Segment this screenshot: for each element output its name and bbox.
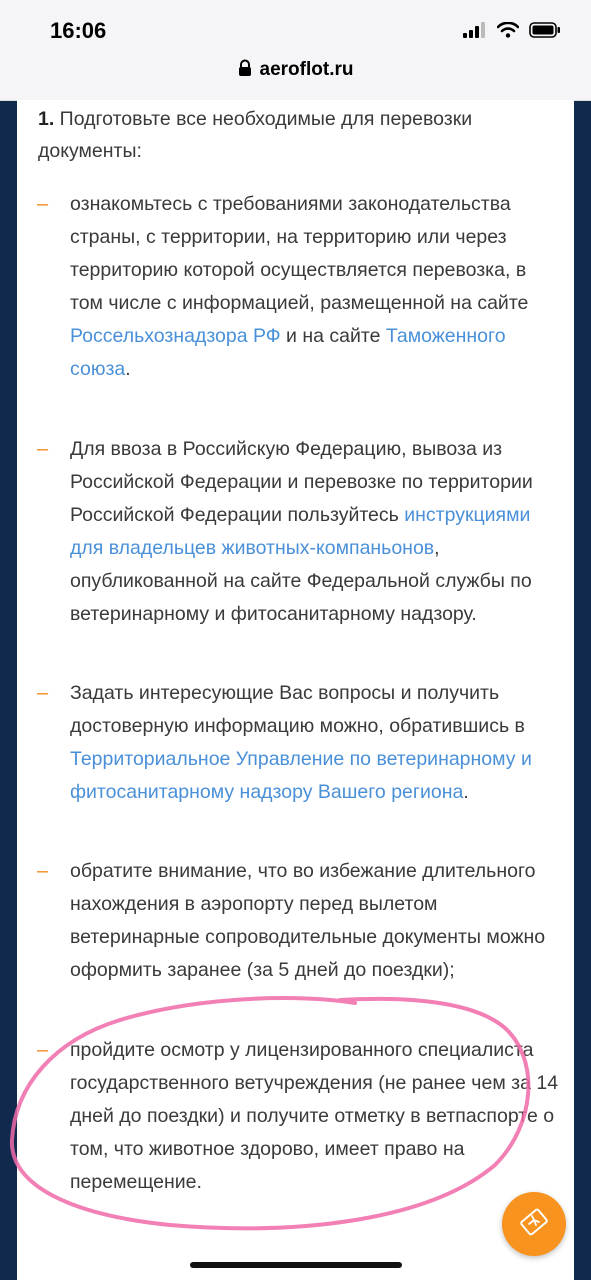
cellular-signal-icon: [463, 22, 487, 43]
dash-marker: –: [37, 682, 49, 704]
item-text: ознакомьтесь с требованиями законодательства страны, с территории, на территорию или через территорию которой осуществляется перевозка, в том числе с информацией, размещенной на сайте: [70, 193, 529, 314]
link-rosselkhoznadzor[interactable]: Россельхознадзора РФ: [70, 325, 281, 347]
lock-icon: [238, 59, 252, 82]
dash-marker: –: [37, 193, 49, 215]
intro-text: Подготовьте все необходимые для перевозки документы:: [38, 108, 473, 162]
list-item-text: [70, 855, 560, 987]
intro-paragraph: [38, 103, 548, 167]
wifi-icon: [497, 22, 519, 43]
url-text: aeroflot.ru: [259, 59, 354, 80]
item-text: , опубликованной на сайте Федеральной службы по ветеринарному и фитосанитарному надзору.: [70, 537, 532, 625]
list-item-text: [70, 1034, 560, 1199]
battery-icon: [529, 22, 561, 43]
article-content: [17, 100, 574, 1280]
ticket-plane-button[interactable]: [502, 1192, 566, 1256]
item-text: пройдите осмотр у лицензированного специалиста государственного ветучреждения (не ранее чем за 14 дней до поездки) и получите отметку в ветпаспорте о том, что животное здорово, имеет право на перемещение.: [70, 1039, 559, 1193]
ticket-plane-icon: [517, 1205, 551, 1244]
item-text: Задать интересующие Вас вопросы и получить достоверную информацию можно, обратившись в: [70, 682, 525, 737]
list-item-text: [70, 433, 560, 631]
link-customs-union[interactable]: Таможенного союза: [70, 325, 506, 380]
item-text: обратите внимание, что во избежание длительного нахождения в аэропорту перед вылетом ветеринарные сопроводительные документы можно оформить заранее (за 5 дней до поездки);: [70, 860, 546, 981]
dash-marker: –: [37, 860, 49, 882]
status-icons: [463, 22, 561, 43]
list-item-text: [70, 677, 560, 809]
link-territorial-office[interactable]: Территориальное Управление по ветеринарному и фитосанитарному надзору Вашего региона: [70, 748, 532, 803]
status-bar: [0, 0, 591, 101]
status-time: 16:06: [50, 18, 107, 43]
item-text: и на сайте: [280, 325, 386, 347]
list-item-text: [70, 188, 560, 386]
intro-number: 1.: [38, 108, 55, 130]
home-indicator[interactable]: [190, 1262, 402, 1268]
link-instructions[interactable]: инструкциями для владельцев животных-компаньонов: [70, 504, 531, 559]
address-bar[interactable]: [0, 56, 591, 84]
item-text: .: [463, 781, 469, 803]
item-text: Для ввоза в Российскую Федерацию, вывоза из Российской Федерации и перевозке по территории Российской Федерации пользуйтесь: [70, 438, 533, 526]
dash-marker: –: [37, 1039, 49, 1061]
item-text: .: [125, 358, 131, 380]
dash-marker: –: [37, 438, 49, 460]
